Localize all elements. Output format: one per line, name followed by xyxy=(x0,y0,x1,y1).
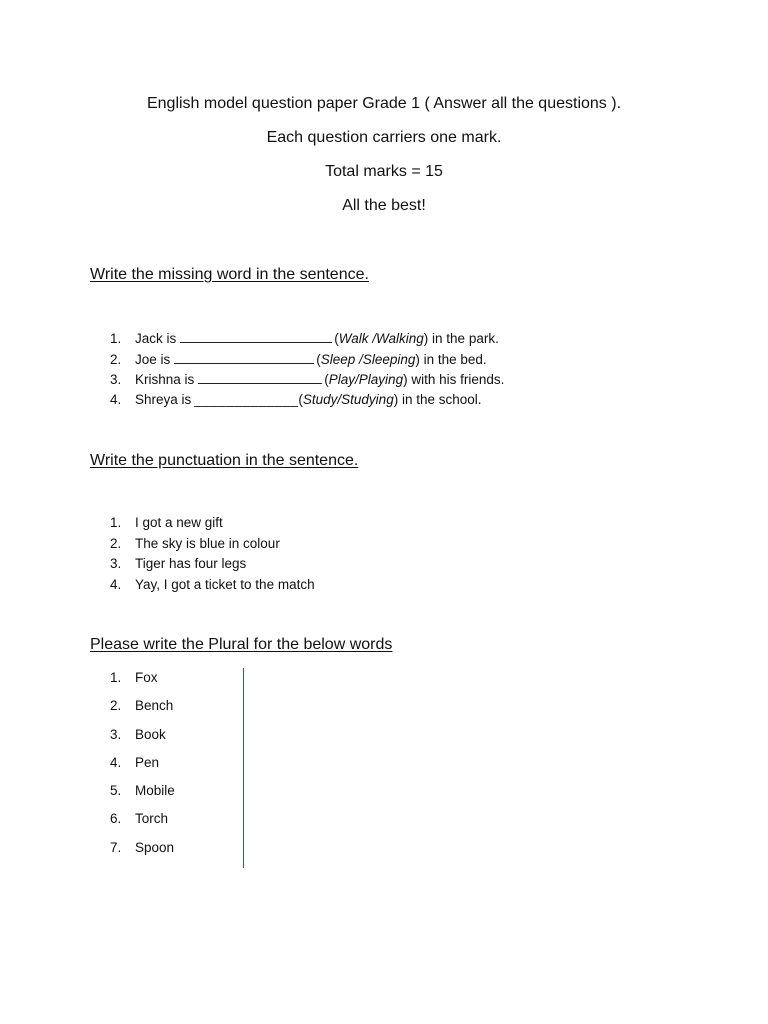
list-item: 3. Tiger has four legs xyxy=(110,556,247,571)
section-title-punctuation: Write the punctuation in the sentence. xyxy=(90,452,359,469)
list-item: 4. Yay, I got a ticket to the match xyxy=(110,576,315,592)
plural-list xyxy=(110,670,175,868)
answer-blank xyxy=(174,351,314,364)
answer-column-rule xyxy=(243,668,244,868)
list-item: 6. Torch xyxy=(110,811,169,827)
paper-title: English model question paper Grade 1 ( Answer all the questions ). xyxy=(146,95,622,112)
paper-header xyxy=(0,92,768,228)
list-item: 3. Book xyxy=(110,726,166,742)
answer-blank: _____________ xyxy=(194,391,299,407)
answer-blank xyxy=(180,330,332,343)
list-item: 2. Bench xyxy=(110,698,174,714)
missing-word-list xyxy=(110,330,504,412)
section-title-plural: Please write the Plural for the below words xyxy=(90,636,393,653)
list-item: 1. Jack is ( Walk /Walking ) in the park. xyxy=(110,331,499,346)
list-item: 4. Pen xyxy=(110,754,160,770)
list-item: 7. Spoon xyxy=(110,839,175,855)
punctuation-list xyxy=(110,515,315,597)
wishes: All the best! xyxy=(342,197,426,214)
answer-blank xyxy=(198,371,322,384)
list-item: 2. The sky is blue in colour xyxy=(110,535,280,551)
list-item: 1. I got a new gift xyxy=(110,515,223,530)
list-item: 4. Shreya is _____________ ( Study/Studying ) in the school. xyxy=(110,391,482,407)
list-item: 2. Joe is ( Sleep /Sleeping ) in the bed. xyxy=(110,351,487,367)
list-item: 5. Mobile xyxy=(110,783,175,799)
marks-note: Each question carriers one mark. xyxy=(266,129,502,146)
list-item: 1. Fox xyxy=(110,670,158,685)
list-item: 3. Krishna is ( Play/Playing ) with his friends. xyxy=(110,372,505,387)
total-marks: Total marks = 15 xyxy=(325,163,443,180)
section-title-missing-word: Write the missing word in the sentence. xyxy=(90,266,369,283)
